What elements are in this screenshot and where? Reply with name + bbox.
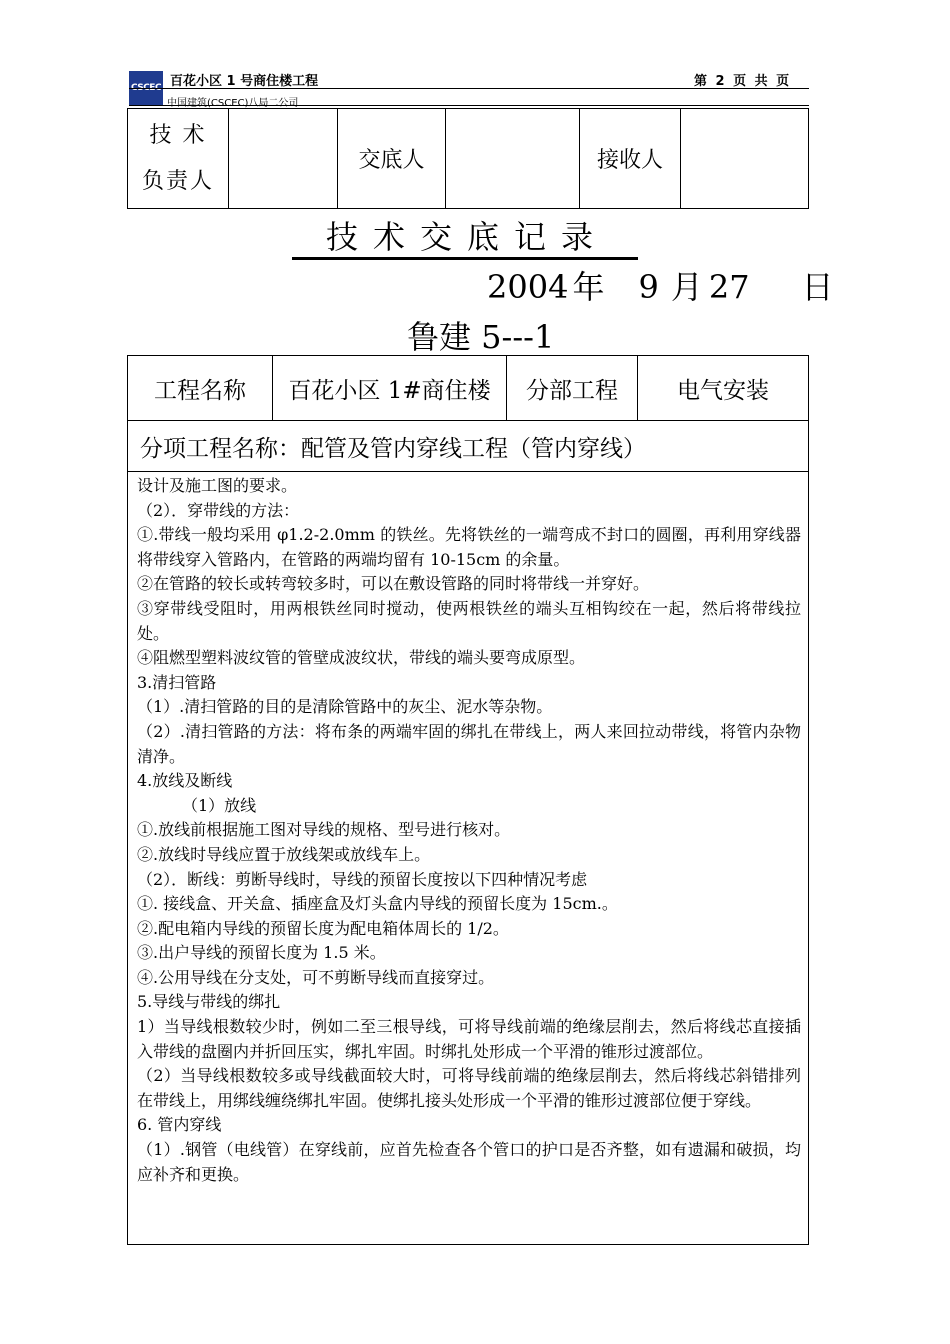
content-line: 5.导线与带线的绑扎	[137, 992, 281, 1012]
content-line: ②.放线时导线应置于放线架或放线车上。	[137, 844, 431, 864]
header-company: 中国建筑(CSCEC)八局二公司	[167, 98, 299, 109]
content-line: （2）．穿带线的方法：	[137, 500, 300, 520]
content-line: （2）当导线根数较多或导线截面较大时，可将导线前端的绝缘层削去，然后将线芯斜错排列在带线上，用绑线缠绕绑扎牢固。使绑扎接头处形成一个平滑的锥形过渡部位便于穿线。	[137, 1066, 801, 1110]
content-line: ④阻燃型塑料波纹管的管壁成波纹状，带线的端头要弯成原型。	[137, 648, 586, 668]
document-date: 2004 年 9 月 27 日	[487, 268, 834, 306]
content-line: ②.配电箱内导线的预留长度为配电箱体周长的 1/2。	[137, 918, 509, 938]
header-divider	[129, 88, 809, 89]
header-project-name: 百花小区 1 号商住楼工程	[170, 74, 319, 89]
content-line: （2）.清扫管路的方法：将布条的两端牢固的绑扎在带线上，两人来回拉动带线，将管内杂物清净。	[137, 721, 801, 766]
content-line: ③.出户导线的预留长度为 1.5 米。	[137, 943, 386, 963]
document-code: 鲁建 5---1	[407, 318, 555, 356]
division-label: 分部工程	[507, 356, 638, 421]
content-line: ②在管路的较长或转弯较多时，可以在敷设管路的同时将带线一并穿好。	[137, 574, 650, 594]
content-line: ①. 接线盒、开关盒、插座盒及灯头盒内导线的预留长度为 15cm.。	[137, 894, 618, 914]
content-line: 3.清扫管路	[137, 672, 217, 692]
tech-lead-signature-cell	[229, 109, 338, 209]
subitem-name: 分项工程名称：配管及管内穿线工程（管内穿线）	[128, 421, 809, 472]
document-title: 技术交底记录	[325, 218, 608, 256]
content-line: （1）.清扫管路的目的是清除管路中的灰尘、泥水等杂物。	[137, 697, 553, 717]
content-line: 4.放线及断线	[137, 771, 233, 791]
content-line: 1）当导线根数较少时，例如二至三根导线，可将导线前端的绝缘层削去，然后将线芯直接插入带线的盘圈内并折回压实，绑扎牢固。时绑扎处形成一个平滑的锥形过渡部位。	[137, 1017, 801, 1061]
handover-signature-cell	[446, 109, 580, 209]
content-line: ①.放线前根据施工图对导线的规格、型号进行核对。	[137, 820, 511, 840]
project-name-value: 百花小区 1#商住楼	[273, 356, 507, 421]
company-logo: CSCEC	[129, 71, 163, 105]
content-line: （1）放线	[182, 795, 257, 815]
content-line: ④.公用导线在分支处，可不剪断导线而直接穿过。	[137, 967, 495, 987]
handover-label: 交底人	[338, 109, 446, 209]
content-line: 6. 管内穿线	[137, 1115, 222, 1135]
disclosure-content	[128, 472, 809, 1245]
content-line: ③穿带线受阻时，用两根铁丝同时搅动，使两根铁丝的端头互相钩绞在一起，然后将带线拉处。	[137, 598, 801, 643]
division-value: 电气安装	[638, 356, 809, 421]
project-name-label: 工程名称	[128, 356, 273, 421]
receiver-signature-cell	[681, 109, 809, 209]
disclosure-table	[127, 355, 809, 1245]
content-line: （1）.钢管（电线管）在穿线前，应首先检查各个管口的护口是否齐整，如有遗漏和破损，均应补齐和更换。	[137, 1140, 801, 1184]
header-bottom-rule	[129, 105, 809, 106]
header-page-info: 第 2 页 共 页	[694, 74, 790, 89]
title-underline	[292, 257, 638, 260]
signature-table	[127, 108, 809, 209]
content-line: 设计及施工图的要求。	[137, 476, 298, 495]
tech-lead-label: 技 术 负责人	[128, 109, 229, 209]
content-line: ①.带线一般均采用 φ1.2-2.0mm 的铁丝。先将铁丝的一端弯成不封口的圆圈，再利用穿线器将带线穿入管路内，在管路的两端均留有 10-15cm 的余量。	[137, 525, 801, 569]
content-line: （2）．断线：剪断导线时，导线的预留长度按以下四种情况考虑	[137, 869, 588, 889]
receiver-label: 接收人	[580, 109, 681, 209]
